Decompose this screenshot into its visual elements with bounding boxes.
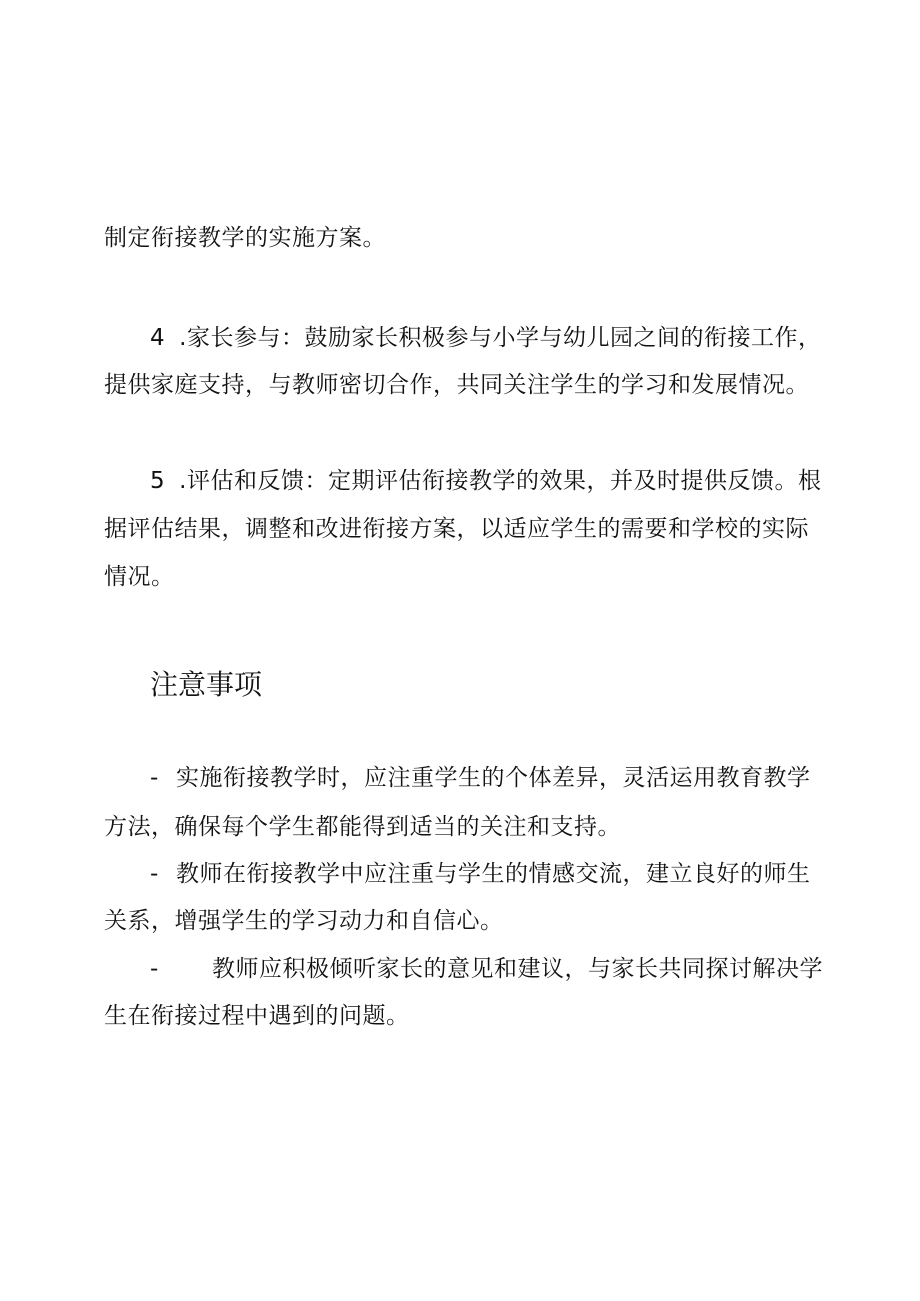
item-5-line-2: 据评估结果，调整和改进衔接方案，以适应学生的需要和学校的实际 — [104, 516, 809, 542]
bullet-1-marker: - — [150, 765, 159, 791]
bullet-2-marker: - — [150, 861, 159, 887]
bullet-2-text: 教师在衔接教学中应注重与学生的情感交流，建立良好的师生 — [176, 861, 811, 887]
item-4-text: .家长参与：鼓励家长积极参与小学与幼儿园之间的衔接工作， — [179, 325, 822, 351]
item-4-number: 4 — [150, 325, 166, 351]
bullet-2-line-1 — [150, 858, 811, 890]
item-5-line-1 — [150, 465, 821, 497]
item-5-text: .评估和反馈：定期评估衔接教学的效果，并及时提供反馈。根 — [179, 468, 822, 494]
bullet-3-line-2: 生在衔接过程中遇到的问题。 — [104, 1003, 410, 1029]
bullet-1-line-2: 方法，确保每个学生都能得到适当的关注和支持。 — [104, 814, 621, 840]
item-5-number: 5 — [150, 468, 166, 494]
bullet-3-marker: - — [150, 956, 159, 982]
continuation-line: 制定衔接教学的实施方案。 — [104, 225, 386, 251]
bullet-3-line-1 — [150, 953, 823, 985]
bullet-3-text: 教师应积极倾听家长的意见和建议，与家长共同探讨解决学 — [212, 956, 823, 982]
bullet-1-line-1 — [150, 762, 811, 794]
item-4-line-2: 提供家庭支持，与教师密切合作，共同关注学生的学习和发展情况。 — [104, 372, 809, 398]
bullet-2-line-2: 关系，增强学生的学习动力和自信心。 — [104, 908, 504, 934]
item-4-line-1 — [150, 322, 821, 354]
bullet-1-text: 实施衔接教学时，应注重学生的个体差异，灵活运用教育教学 — [176, 765, 811, 791]
item-5-line-3: 情况。 — [104, 564, 175, 590]
notes-heading: 注意事项 — [150, 668, 263, 701]
